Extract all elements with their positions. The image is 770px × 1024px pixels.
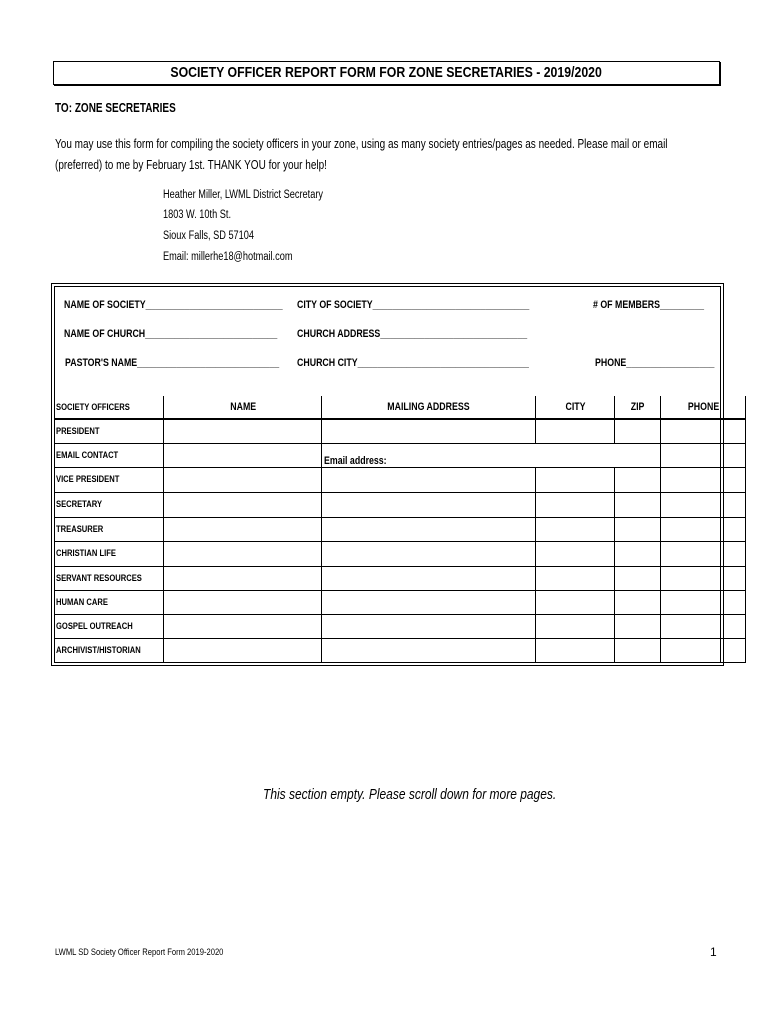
row-label: EMAIL CONTACT [55, 443, 164, 467]
address-cell[interactable] [322, 541, 536, 566]
address-cell[interactable] [322, 492, 536, 517]
name-cell[interactable] [164, 419, 322, 443]
table-row [55, 590, 746, 614]
address-cell[interactable] [322, 517, 536, 541]
zip-cell[interactable] [615, 590, 661, 614]
address-city: Sioux Falls, SD 57104 [163, 230, 255, 242]
phone-cell[interactable] [661, 614, 746, 638]
name-cell[interactable] [164, 517, 322, 541]
name-cell[interactable] [164, 566, 322, 590]
row-label: GOSPEL OUTREACH [55, 614, 164, 638]
name-cell[interactable] [164, 614, 322, 638]
table-row [55, 614, 746, 638]
society-name-field[interactable]: NAME OF SOCIETY____________________________ [64, 299, 283, 311]
address-cell[interactable] [322, 566, 536, 590]
header-phone: PHONE [661, 396, 746, 419]
table-row [55, 541, 746, 566]
address-cell[interactable] [322, 590, 536, 614]
members-field[interactable]: # OF MEMBERS_________ [593, 299, 705, 311]
table-row [55, 566, 746, 590]
zip-cell[interactable] [615, 517, 661, 541]
empty-section-note: This section empty. Please scroll down for more pages. [263, 786, 557, 803]
zip-cell[interactable] [615, 566, 661, 590]
row-label: SERVANT RESOURCES [55, 566, 164, 590]
city-cell[interactable] [536, 492, 615, 517]
table-row [55, 638, 746, 662]
row-label: TREASURER [55, 517, 164, 541]
city-cell[interactable] [536, 467, 615, 492]
name-cell[interactable] [164, 590, 322, 614]
table-row [55, 467, 746, 492]
header-name: NAME [164, 396, 322, 419]
church-address-field[interactable]: CHURCH ADDRESS______________________________ [297, 328, 528, 340]
row-label: SECRETARY [55, 492, 164, 517]
city-cell[interactable] [536, 566, 615, 590]
city-cell[interactable] [536, 638, 615, 662]
name-cell[interactable] [164, 443, 322, 467]
phone-cell[interactable] [661, 419, 746, 443]
name-cell[interactable] [164, 492, 322, 517]
header-society-officers: SOCIETY OFFICERS [55, 396, 164, 419]
address-cell[interactable] [322, 638, 536, 662]
phone-cell[interactable] [661, 541, 746, 566]
phone-cell[interactable] [661, 492, 746, 517]
address-cell[interactable] [322, 467, 536, 492]
phone-cell[interactable] [661, 590, 746, 614]
table-row [55, 517, 746, 541]
zip-cell[interactable] [615, 492, 661, 517]
address-street: 1803 W. 10th St. [163, 209, 232, 221]
phone-field[interactable]: PHONE__________________ [595, 357, 715, 369]
pastor-name-field[interactable]: PASTOR'S NAME_____________________________ [65, 357, 280, 369]
name-cell[interactable] [164, 467, 322, 492]
phone-cell[interactable] [661, 638, 746, 662]
row-label: VICE PRESIDENT [55, 467, 164, 492]
phone-cell[interactable] [661, 467, 746, 492]
zip-cell[interactable] [615, 638, 661, 662]
row-label: PRESIDENT [55, 419, 164, 443]
row-label: CHRISTIAN LIFE [55, 541, 164, 566]
address-email: Email: millerhe18@hotmail.com [163, 251, 293, 263]
city-cell[interactable] [536, 541, 615, 566]
page-footer: LWML SD Society Officer Report Form 2019-2020 [55, 947, 224, 958]
city-cell[interactable] [536, 517, 615, 541]
header-city: CITY [536, 396, 615, 419]
to-line: TO: ZONE SECRETARIES [55, 101, 176, 115]
header-mailing-address: MAILING ADDRESS [322, 396, 536, 419]
church-city-field[interactable]: CHURCH CITY___________________________________ [297, 357, 529, 369]
table-row [55, 419, 746, 443]
phone-cell[interactable] [661, 443, 746, 467]
address-name: Heather Miller, LWML District Secretary [163, 189, 324, 201]
email-address-cell[interactable]: Email address: [322, 443, 661, 467]
form-title-box [53, 61, 720, 85]
table-row [55, 443, 746, 467]
header-zip: ZIP [615, 396, 661, 419]
city-cell[interactable] [536, 614, 615, 638]
form-title: SOCIETY OFFICER REPORT FORM FOR ZONE SECRETARIES - 2019/2020 [170, 64, 603, 81]
zip-cell[interactable] [615, 419, 661, 443]
row-label: HUMAN CARE [55, 590, 164, 614]
church-name-field[interactable]: NAME OF CHURCH___________________________ [64, 328, 278, 340]
zip-cell[interactable] [615, 541, 661, 566]
city-cell[interactable] [536, 419, 615, 443]
address-cell[interactable] [322, 419, 536, 443]
phone-cell[interactable] [661, 566, 746, 590]
society-city-field[interactable]: CITY OF SOCIETY________________________________ [297, 299, 530, 311]
page-number: 1 [710, 945, 717, 959]
phone-cell[interactable] [661, 517, 746, 541]
intro-paragraph: You may use this form for compiling the society officers in your zone, using as many society entries/pages as needed. Please mail or email (preferred) to me by February 1st. THANK YOU for your help! [55, 137, 668, 172]
zip-cell[interactable] [615, 614, 661, 638]
table-row [55, 492, 746, 517]
name-cell[interactable] [164, 638, 322, 662]
name-cell[interactable] [164, 541, 322, 566]
officers-table [54, 396, 746, 663]
address-cell[interactable] [322, 614, 536, 638]
zip-cell[interactable] [615, 467, 661, 492]
row-label: ARCHIVIST/HISTORIAN [55, 638, 164, 662]
city-cell[interactable] [536, 590, 615, 614]
